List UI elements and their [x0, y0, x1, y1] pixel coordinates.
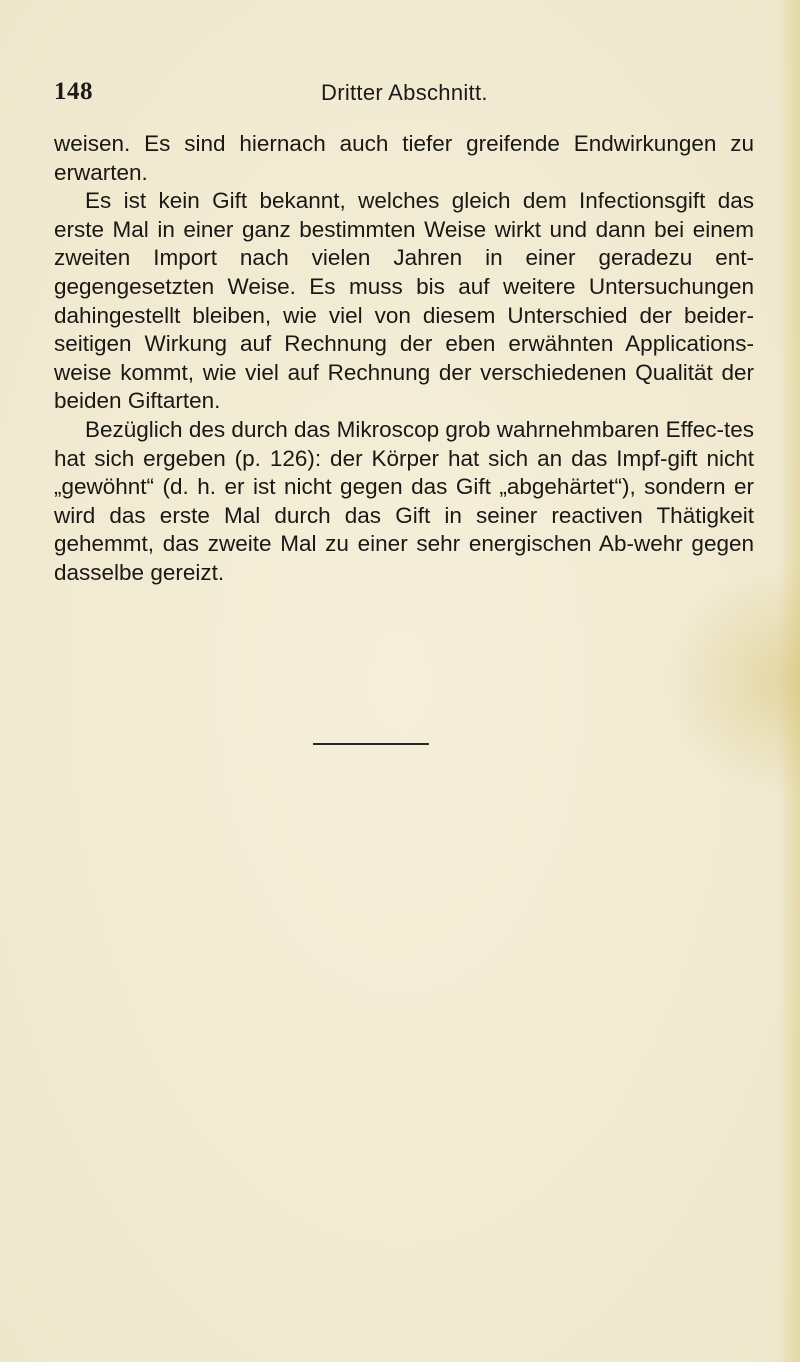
page-number: 148 — [54, 78, 93, 105]
paragraph-2: Es ist kein Gift bekannt, welches gleich dem Infectionsgift das erste Mal in einer ganz bestimmten Weise wirkt und dann bei einem zweiten Import nach vielen Jahren in einer geradezu ent-gegengesetzten Weise. Es muss bis auf weitere Untersuchungen dahingestellt bleiben, wie viel von diesem Unterschied der beider-seitigen Wirkung auf Rechnung der eben erwähnten Applications-weise kommt, wie viel auf Rechnung der verschiedenen Qualität der beiden Giftarten. — [54, 188, 754, 414]
section-end-rule — [313, 743, 429, 745]
body-text — [54, 130, 754, 588]
page-edge-shading — [778, 0, 800, 1362]
paragraph-1: weisen. Es sind hiernach auch tiefer greifende Endwirkungen zu erwarten. — [54, 131, 754, 185]
running-header — [54, 78, 748, 110]
section-title: Dritter Abschnitt. — [321, 80, 488, 105]
paragraph-3: Bezüglich des durch das Mikroscop grob wahrnehmbaren Effec-tes hat sich ergeben (p. 126): der Körper hat sich an das Impf-gift nicht „gewöhnt“ (d. h. er ist nicht gegen das Gift „abgehärtet“), sondern er wird das erste Mal durch das Gift in seiner reactiven Thätigkeit gehemmt, das zweite Mal zu einer sehr energischen Ab-wehr gegen dasselbe gereizt. — [54, 416, 754, 585]
